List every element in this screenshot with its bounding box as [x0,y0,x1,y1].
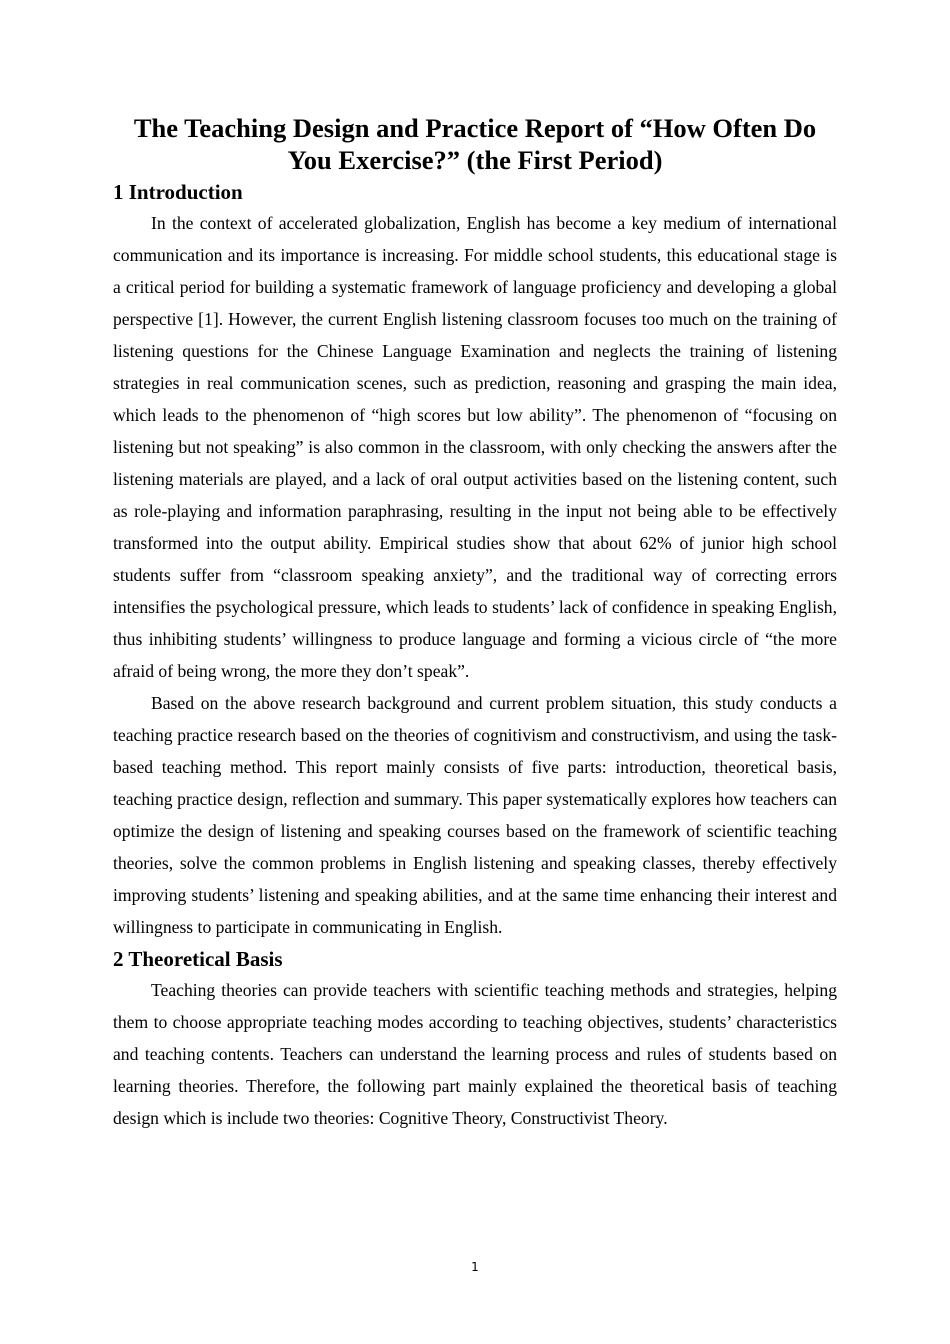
introduction-paragraph-2: Based on the above research background and current problem situation, this study conducts a teaching practice research based on the theories of cognitivism and constructivism, and using the task-based teaching method. This report mainly consists of five parts: introduction, theoretical basis, teaching practice design, reflection and summary. This paper systematically explores how teachers can optimize the design of listening and speaking courses based on the framework of scientific teaching theories, solve the common problems in English listening and speaking classes, thereby effectively improving students’ listening and speaking abilities, and at the same time enhancing their interest and willingness to participate in communicating in English. [113,693,837,937]
section-heading-theoretical-basis: 2 Theoretical Basis [113,947,283,971]
document-page [113,112,837,1134]
section-heading-introduction: 1 Introduction [113,180,243,204]
introduction-paragraph-1: In the context of accelerated globalization, English has become a key medium of international communication and its importance is increasing. For middle school students, this educational stage is a critical period for building a systematic framework of language proficiency and developing a global perspective [1]. However, the current English listening classroom focuses too much on the training of listening questions for the Chinese Language Examination and neglects the training of listening strategies in real communication scenes, such as prediction, reasoning and grasping the main idea, which leads to the phenomenon of “high scores but low ability”. The phenomenon of “focusing on listening but not speaking” is also common in the classroom, with only checking the answers after the listening materials are played, and a lack of oral output activities based on the listening content, such as role-playing and information paraphrasing, resulting in the input not being able to be effectively transformed into the output ability. Empirical studies show that about 62% of junior high school students suffer from “classroom speaking anxiety”, and the traditional way of correcting errors intensifies the psychological pressure, which leads to students’ lack of confidence in speaking English, thus inhibiting students’ willingness to produce language and forming a vicious circle of “the more afraid of being wrong, the more they don’t speak”. [113,213,837,681]
document-title: The Teaching Design and Practice Report of “How Often Do You Exercise?” (the First Period) [133,113,817,175]
theoretical-basis-paragraph-1: Teaching theories can provide teachers with scientific teaching methods and strategies, helping them to choose appropriate teaching modes according to teaching objectives, students’ characteristics and teaching contents. Teachers can understand the learning process and rules of students based on learning theories. Therefore, the following part mainly explained the theoretical basis of teaching design which is include two theories: Cognitive Theory, Constructivist Theory. [113,980,837,1128]
page-number: 1 [471,1260,479,1274]
